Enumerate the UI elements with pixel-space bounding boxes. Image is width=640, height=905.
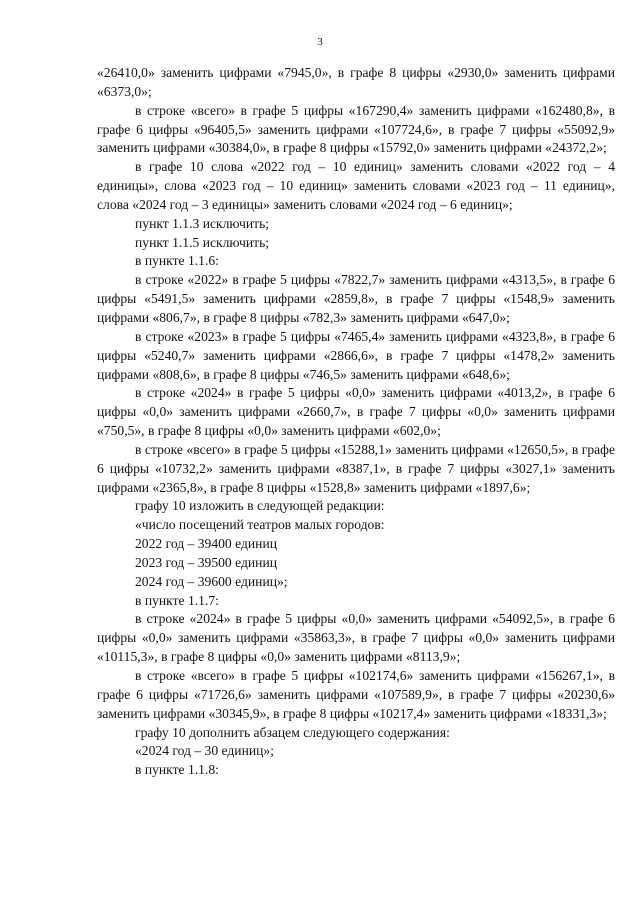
paragraph: графу 10 дополнить абзацем следующего содержания: [135,724,450,740]
document-body [97,64,615,780]
paragraph: 2022 год – 39400 единиц [135,536,277,552]
paragraph: пункт 1.1.5 исключить; [135,234,270,250]
paragraph: в строке «всего» в графе 5 цифры «15288,1» заменить цифрами «12650,5», в графе 6 цифры «10732,2» заменить цифрами «8387,1», в графе 7 цифры «3027,1» заменить цифрами «2365,8», в графе 8 цифры «1528,8» заменить цифрами «1897,6»; [97,441,615,495]
paragraph: в строке «всего» в графе 5 цифры «102174,6» заменить цифрами «156267,1», в графе 6 цифры «71726,6» заменить цифрами «107589,9», в графе 7 цифры «20230,6» заменить цифрами «30345,9», в графе 8 цифры «10217,4» заменить цифрами «18331,3»; [97,668,615,721]
page-number: 3 [317,36,323,48]
paragraph: пункт 1.1.3 исключить; [135,215,270,231]
paragraph: «2024 год – 30 единиц»; [135,743,274,759]
paragraph: 2023 год – 39500 единиц [135,554,277,570]
paragraph: «26410,0» заменить цифрами «7945,0», в графе 8 цифры «2930,0» заменить цифрами «6373,0»; [97,65,615,99]
paragraph: «число посещений театров малых городов: [135,517,385,533]
paragraph: 2024 год – 39600 единиц»; [135,573,288,589]
paragraph: в пункте 1.1.6: [135,253,219,269]
paragraph: в пункте 1.1.8: [135,762,219,778]
paragraph: в строке «2023» в графе 5 цифры «7465,4» заменить цифрами «4323,8», в графе 6 цифры «5240,7» заменить цифрами «2866,6», в графе 7 цифры «1478,2» заменить цифрами «808,6», в графе 8 цифры «746,5» заменить цифрами «648,6»; [97,328,615,382]
paragraph: в пункте 1.1.7: [135,592,219,608]
paragraph: в графе 10 слова «2022 год – 10 единиц» заменить словами «2022 год – 4 единицы», слова «2023 год – 10 единиц» заменить словами «2023 год – 11 единиц», слова «2024 год – 3 единицы» заменить словами «2024 год – 6 единиц»; [97,159,615,212]
paragraph: графу 10 изложить в следующей редакции: [135,498,385,514]
paragraph: в строке «всего» в графе 5 цифры «167290,4» заменить цифрами «162480,8», в графе 6 цифры «96405,5» заменить цифрами «107724,6», в графе 7 цифры «55092,9» заменить цифрами «30384,0», в графе 8 цифры «15792,0» заменить цифрами «24372,2»; [97,102,615,156]
paragraph: в строке «2024» в графе 5 цифры «0,0» заменить цифрами «54092,5», в графе 6 цифры «0,0» заменить цифрами «35863,3», в графе 7 цифры «0,0» заменить цифрами «10115,3», в графе 8 цифры «0,0» заменить цифрами «8113,9»; [97,611,615,665]
paragraph: в строке «2024» в графе 5 цифры «0,0» заменить цифрами «4013,2», в графе 6 цифры «0,0» заменить цифрами «2660,7», в графе 7 цифры «0,0» заменить цифрами «750,5», в графе 8 цифры «0,0» заменить цифрами «602,0»; [97,385,615,439]
paragraph: в строке «2022» в графе 5 цифры «7822,7» заменить цифрами «4313,5», в графе 6 цифры «5491,5» заменить цифрами «2859,8», в графе 7 цифры «1548,9» заменить цифрами «806,7», в графе 8 цифры «782,3» заменить цифрами «647,0»; [97,272,615,325]
